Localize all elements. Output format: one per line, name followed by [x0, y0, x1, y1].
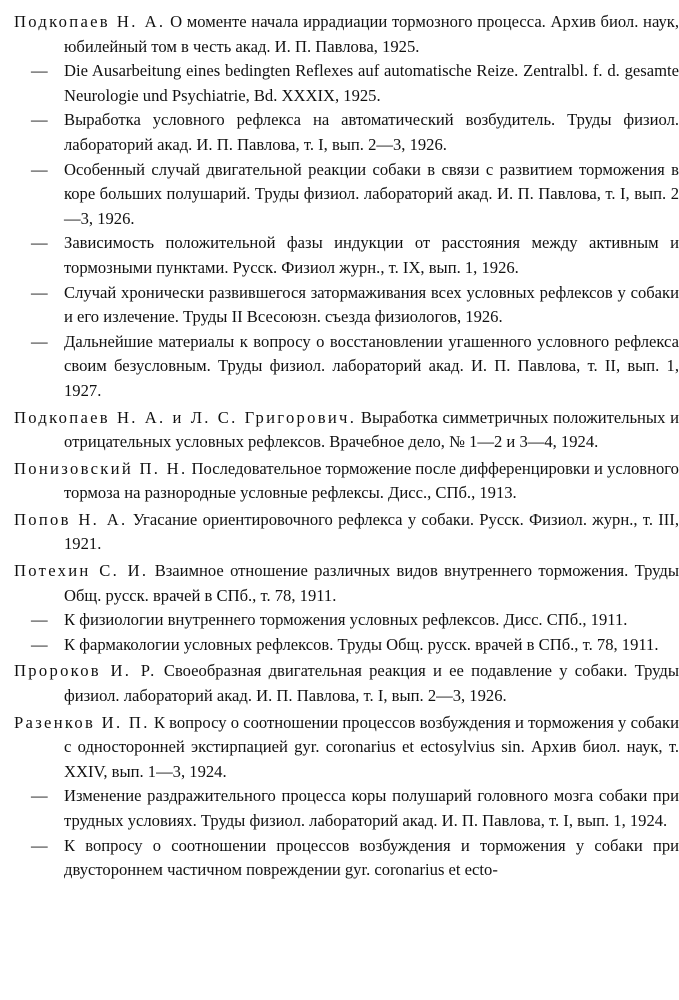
- entry-text: Взаимное отношение различных видов внутреннего торможения. Труды Общ. русск. врачей в СПб., т. 78, 1911.: [64, 561, 679, 605]
- bibliography-entry: [0, 559, 679, 608]
- entry-text: Изменение раздражительного процесса коры полушарий головного мозга собаки при трудных условиях. Труды физиол. лабораторий акад. И. П. Павлова, т. I, вып. 1, 1924.: [64, 786, 679, 830]
- entry-author: Подкопаев Н. А. и Л. С. Григорович.: [14, 407, 357, 427]
- ditto-dash: —: [31, 159, 48, 179]
- ditto-dash: —: [31, 61, 48, 81]
- entry-author: Попов Н. А.: [14, 509, 128, 529]
- bibliography-subentry: [0, 158, 679, 232]
- ditto-dash: —: [31, 786, 48, 806]
- entry-text: Зависимость положительной фазы индукции от расстояния между активным и тормозными пунктами. Русск. Физиол журн., т. IX, вып. 1, 1926.: [64, 233, 679, 277]
- bibliography-entry: [0, 659, 679, 708]
- bibliography-subentry: [0, 231, 679, 280]
- bibliography-entry: [0, 457, 679, 506]
- entry-text: Die Ausarbeitung eines bedingten Reflexes auf automatische Reize. Zentralbl. f. d. gesamte Neurologie und Psychiatrie, Bd. XXXIX, 1925.: [64, 61, 679, 105]
- ditto-dash: —: [31, 835, 48, 855]
- entry-author: Разенков И. П.: [14, 712, 150, 732]
- bibliography-entry: [0, 508, 679, 557]
- bibliography-subentry: [0, 834, 679, 883]
- bibliography-subentry: [0, 281, 679, 330]
- entry-text: Своеобразная двигательная реакция и ее подавление у собаки. Труды физиол. лабораторий акад. И. П. Павлова, т. I, вып. 2—3, 1926.: [64, 661, 679, 706]
- entry-text: К физиологии внутреннего торможения условных рефлексов. Дисс. СПб., 1911.: [64, 610, 628, 630]
- bibliography-subentry: [0, 784, 679, 833]
- ditto-dash: —: [31, 282, 48, 302]
- entry-text: О моменте начала иррадиации тормозного процесса. Архив биол. наук, юбилейный том в честь акад. И. П. Павлова, 1925.: [64, 12, 679, 56]
- entry-text: Последовательное торможение после дифференцировки и условного тормоза на разнородные условные рефлексы. Дисс., СПб., 1913.: [64, 458, 679, 503]
- ditto-dash: —: [31, 110, 48, 130]
- entry-text: К вопросу о соотношении процессов возбуждения и торможения у собаки с односторонней экстирпацией gyr. coronarius et ectosylvius sin. Архив биол. наук, т. XXIV, вып. 1—3, 1924.: [64, 712, 679, 781]
- bibliography-entry: [0, 406, 679, 455]
- bibliography-subentry: [0, 633, 679, 658]
- entry-author: Потехин С. И.: [14, 561, 149, 581]
- entry-text: Дальнейшие материалы к вопросу о восстановлении угашенного условного рефлекса своим безусловным. Труды физиол. лабораторий акад. И. П. Павлова, т. II, вып. 1, 1927.: [64, 331, 679, 400]
- entry-author: Подкопаев Н. А.: [14, 12, 166, 31]
- entry-text: Угасание ориентировочного рефлекса у собаки. Русск. Физиол. журн., т. III, 1921.: [64, 509, 679, 554]
- bibliography-subentry: [0, 59, 679, 108]
- entry-text: Выработка условного рефлекса на автоматический возбудитель. Труды физиол. лабораторий акад. И. П. Павлова, т. I, вып. 2—3, 1926.: [64, 110, 679, 154]
- entry-text: К фармакологии условных рефлексов. Труды Общ. русск. врачей в СПб., т. 78, 1911.: [64, 634, 659, 654]
- bibliography-entry: [0, 711, 679, 785]
- bibliography-subentry: [0, 330, 679, 404]
- entry-text: Особенный случай двигательной реакции собаки в связи с развитием торможения в коре больших полушарий. Труды физиол. лабораторий акад. И. П. Павлова, т. I, вып. 2—3, 1926.: [64, 159, 679, 228]
- entry-text: Выработка симметричных положительных и отрицательных условных рефлексов. Врачебное дело, № 1—2 и 3—4, 1924.: [64, 407, 679, 452]
- bibliography-subentry: [0, 608, 679, 633]
- ditto-dash: —: [31, 634, 48, 654]
- ditto-dash: —: [31, 610, 48, 630]
- bibliography-entry: [0, 10, 679, 59]
- bibliography-subentry: [0, 108, 679, 157]
- entry-text: К вопросу о соотношении процессов возбуждения и торможения у собаки при двустороннем частичном повреждении gyr. coronarius et ecto-: [64, 835, 679, 880]
- ditto-dash: —: [31, 331, 48, 351]
- ditto-dash: —: [31, 233, 48, 253]
- entry-text: Случай хронически развившегося затормаживания всех условных рефлексов у собаки и его излечение. Труды II Всесоюзн. съезда физиологов, 1926.: [64, 282, 679, 327]
- entry-author: Понизовский П. Н.: [14, 458, 188, 478]
- entry-author: Пророков И. Р.: [14, 661, 157, 681]
